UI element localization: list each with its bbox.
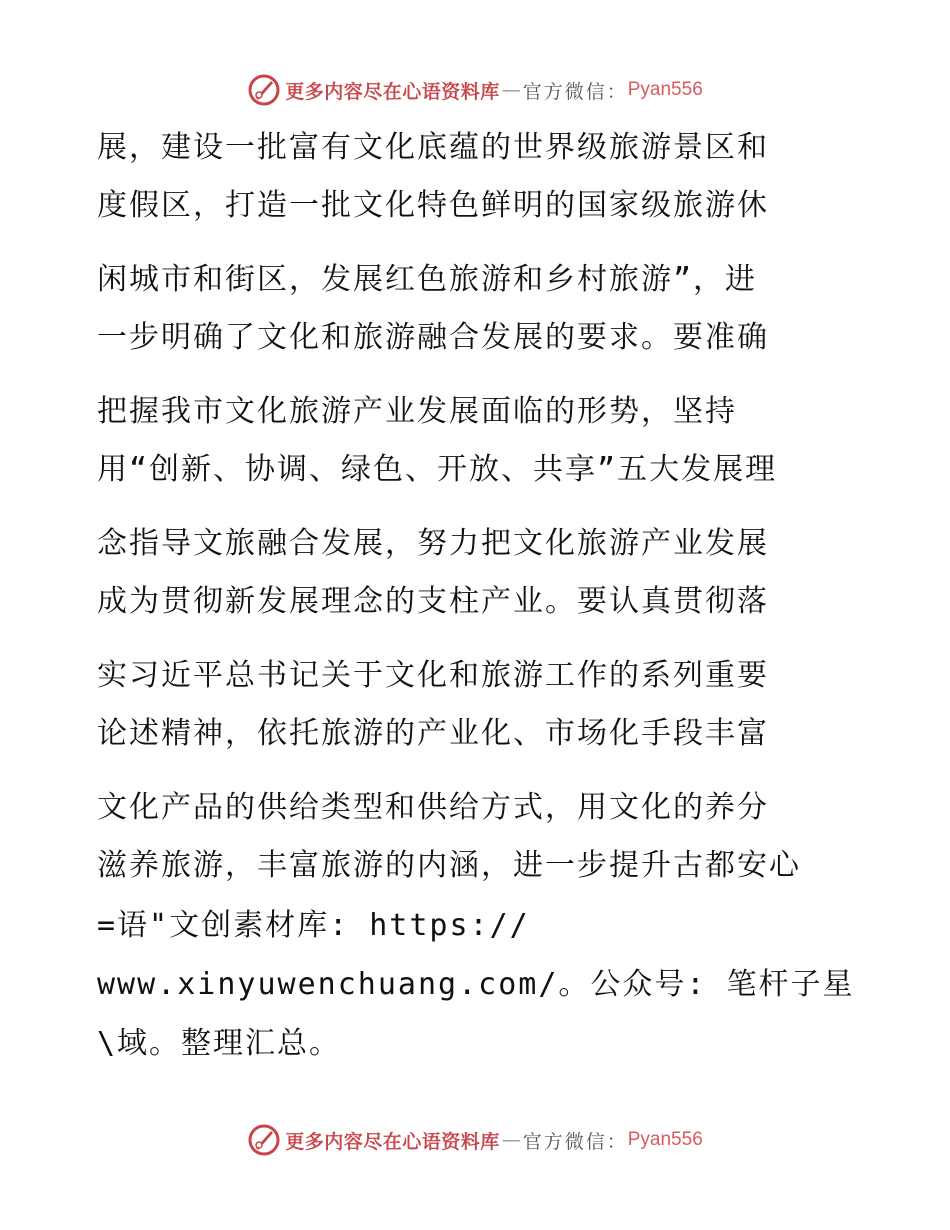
body-line-9: 实习近平总书记关于文化和旅游工作的系列重要 (97, 658, 769, 693)
body-line-6: 用“创新、协调、绿色、开放、共享”五大发展理 (97, 452, 778, 487)
quill-pen-logo-icon (247, 1123, 281, 1157)
body-line-10: 论述精神，依托旅游的产业化、市场化手段丰富 (97, 716, 769, 751)
wechat-label: 官方微信： (522, 80, 628, 103)
banner-separator: — (501, 1129, 521, 1151)
header-banner (0, 70, 950, 110)
body-line-13: =语"文创素材库: https:// (97, 908, 530, 943)
body-line-1: 展，建设一批富有文化底蕴的世界级旅游景区和 (97, 130, 769, 165)
footer-banner (0, 1120, 950, 1160)
wechat-id: Pyan556 (627, 79, 703, 100)
body-line-5: 把握我市文化旅游产业发展面临的形势，坚持 (97, 394, 737, 429)
body-line-11: 文化产品的供给类型和供给方式，用文化的养分 (97, 790, 769, 825)
banner-separator: — (501, 79, 521, 101)
body-line-8: 成为贯彻新发展理念的支柱产业。要认真贯彻落 (97, 584, 769, 619)
brand-text: 更多内容尽在心语资料库 (285, 80, 500, 103)
body-line-15: \域。整理汇总。 (97, 1026, 342, 1061)
body-line-14: www.xinyuwenchuang.com/。公众号: 笔杆子星 (97, 967, 855, 1002)
body-line-2: 度假区，打造一批文化特色鲜明的国家级旅游休 (97, 188, 769, 223)
wechat-label: 官方微信： (522, 1130, 628, 1153)
quill-pen-logo-icon (247, 73, 281, 107)
body-line-4: 一步明确了文化和旅游融合发展的要求。要准确 (97, 320, 769, 355)
body-line-3: 闲城市和街区，发展红色旅游和乡村旅游”，进 (97, 262, 758, 297)
body-line-12: 滋养旅游，丰富旅游的内涵，进一步提升古都安心 (97, 848, 801, 883)
brand-text: 更多内容尽在心语资料库 (285, 1130, 500, 1153)
wechat-id: Pyan556 (627, 1129, 703, 1150)
body-line-7: 念指导文旅融合发展，努力把文化旅游产业发展 (97, 526, 769, 561)
